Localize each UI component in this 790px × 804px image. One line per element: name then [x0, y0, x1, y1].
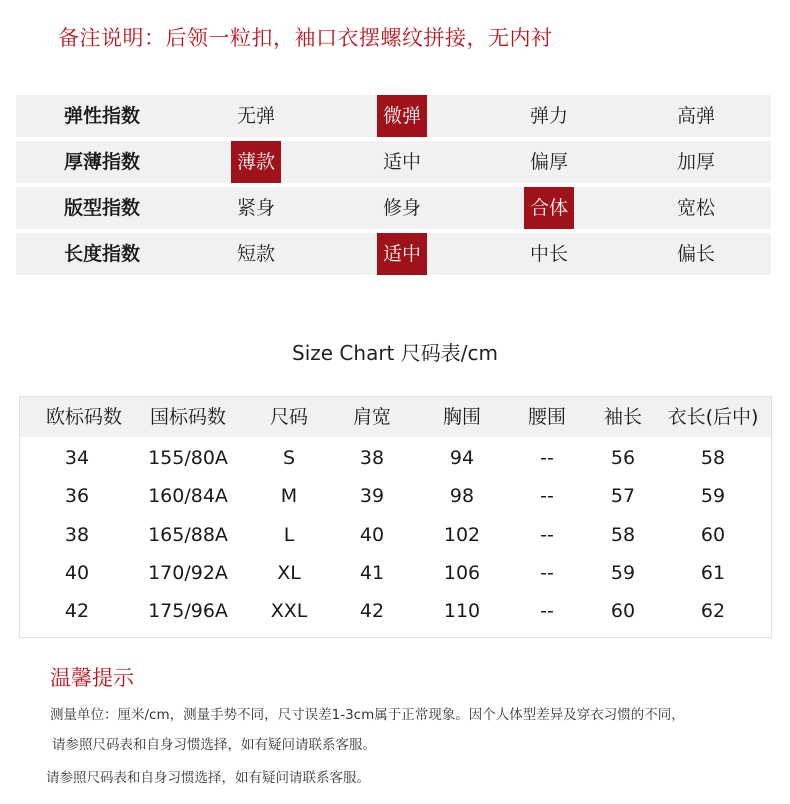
table-cell: 165/88A — [148, 524, 228, 546]
table-row — [20, 554, 771, 592]
tips-line: 请参照尺码表和自身习惯选择，如有疑问请联系客服。 — [52, 737, 376, 753]
tips-line: 请参照尺码表和自身习惯选择，如有疑问请联系客服。 — [46, 770, 370, 786]
attr-row-length — [16, 233, 771, 275]
table-cell: 60 — [610, 600, 636, 622]
table-cell: -- — [540, 485, 554, 507]
attr-option: 短款 — [236, 243, 276, 265]
table-cell: 39 — [359, 485, 385, 507]
attr-option: 修身 — [382, 197, 422, 219]
table-cell: -- — [540, 524, 554, 546]
table-cell: S — [282, 447, 296, 469]
table-cell: M — [280, 485, 298, 507]
attr-label: 版型指数 — [63, 197, 141, 219]
header-cell: 欧标码数 — [45, 406, 123, 428]
table-cell: 62 — [700, 600, 726, 622]
attr-option: 无弹 — [236, 105, 276, 127]
attr-option: 紧身 — [236, 197, 276, 219]
attr-option: 宽松 — [676, 197, 716, 219]
table-cell: 59 — [700, 485, 726, 507]
header-cell: 袖长 — [603, 406, 643, 428]
table-row — [20, 477, 771, 515]
attr-option: 中长 — [529, 243, 569, 265]
attr-label: 长度指数 — [63, 243, 141, 265]
table-cell: 160/84A — [148, 485, 228, 507]
table-row — [20, 592, 771, 630]
attr-option: 适中 — [377, 233, 427, 275]
size-table — [19, 396, 772, 638]
table-row — [20, 516, 771, 554]
attr-option: 加厚 — [676, 151, 716, 173]
header-cell: 胸围 — [442, 406, 482, 428]
tips-title: 温馨提示 — [50, 666, 134, 690]
header-cell: 国标码数 — [149, 406, 227, 428]
table-cell: 175/96A — [148, 600, 228, 622]
table-cell: 41 — [359, 562, 385, 584]
table-cell: -- — [540, 562, 554, 584]
table-cell: 102 — [443, 524, 481, 546]
table-cell: 57 — [610, 485, 636, 507]
table-cell: 38 — [64, 524, 90, 546]
table-cell: 59 — [610, 562, 636, 584]
table-row — [20, 439, 771, 477]
table-cell: 110 — [443, 600, 481, 622]
header-cell: 腰围 — [527, 406, 567, 428]
table-cell: 94 — [449, 447, 475, 469]
table-cell: 60 — [700, 524, 726, 546]
attr-label: 厚薄指数 — [63, 151, 141, 173]
size-table-header — [20, 397, 771, 437]
tips-line: 测量单位：厘米/cm，测量手势不同，尺寸误差1-3cm属于正常现象。因个人体型差异及穿衣习惯的不同， — [50, 707, 685, 723]
attr-row-thickness — [16, 141, 771, 183]
table-cell: 98 — [449, 485, 475, 507]
attribute-table — [16, 95, 771, 279]
header-cell: 尺码 — [269, 406, 309, 428]
attr-option: 偏长 — [676, 243, 716, 265]
table-cell: 58 — [700, 447, 726, 469]
table-cell: 40 — [64, 562, 90, 584]
table-cell: -- — [540, 600, 554, 622]
table-cell: 38 — [359, 447, 385, 469]
attr-option: 适中 — [382, 151, 422, 173]
attr-option: 弹力 — [529, 105, 569, 127]
table-cell: 155/80A — [148, 447, 228, 469]
attr-option: 合体 — [524, 187, 574, 229]
header-cell: 肩宽 — [352, 406, 392, 428]
table-cell: 40 — [359, 524, 385, 546]
table-cell: -- — [540, 447, 554, 469]
table-cell: 58 — [610, 524, 636, 546]
table-cell: 42 — [359, 600, 385, 622]
table-cell: 34 — [64, 447, 90, 469]
table-cell: XL — [277, 562, 301, 584]
table-cell: 56 — [610, 447, 636, 469]
attr-row-fit — [16, 187, 771, 229]
header-cell: 衣长(后中) — [667, 406, 759, 428]
table-cell: 42 — [64, 600, 90, 622]
attr-option: 薄款 — [231, 141, 281, 183]
table-cell: 170/92A — [148, 562, 228, 584]
size-chart-title: Size Chart 尺码表/cm — [292, 341, 498, 365]
table-cell: 61 — [700, 562, 726, 584]
table-cell: XXL — [270, 600, 308, 622]
table-cell: L — [283, 524, 295, 546]
table-cell: 106 — [443, 562, 481, 584]
attr-option: 微弹 — [377, 95, 427, 137]
attr-label: 弹性指数 — [63, 105, 141, 127]
attr-option: 高弹 — [676, 105, 716, 127]
attr-row-elasticity — [16, 95, 771, 137]
note-text: 备注说明：后领一粒扣，袖口衣摆螺纹拼接，无内衬 — [58, 26, 553, 50]
table-cell: 36 — [64, 485, 90, 507]
attr-option: 偏厚 — [529, 151, 569, 173]
